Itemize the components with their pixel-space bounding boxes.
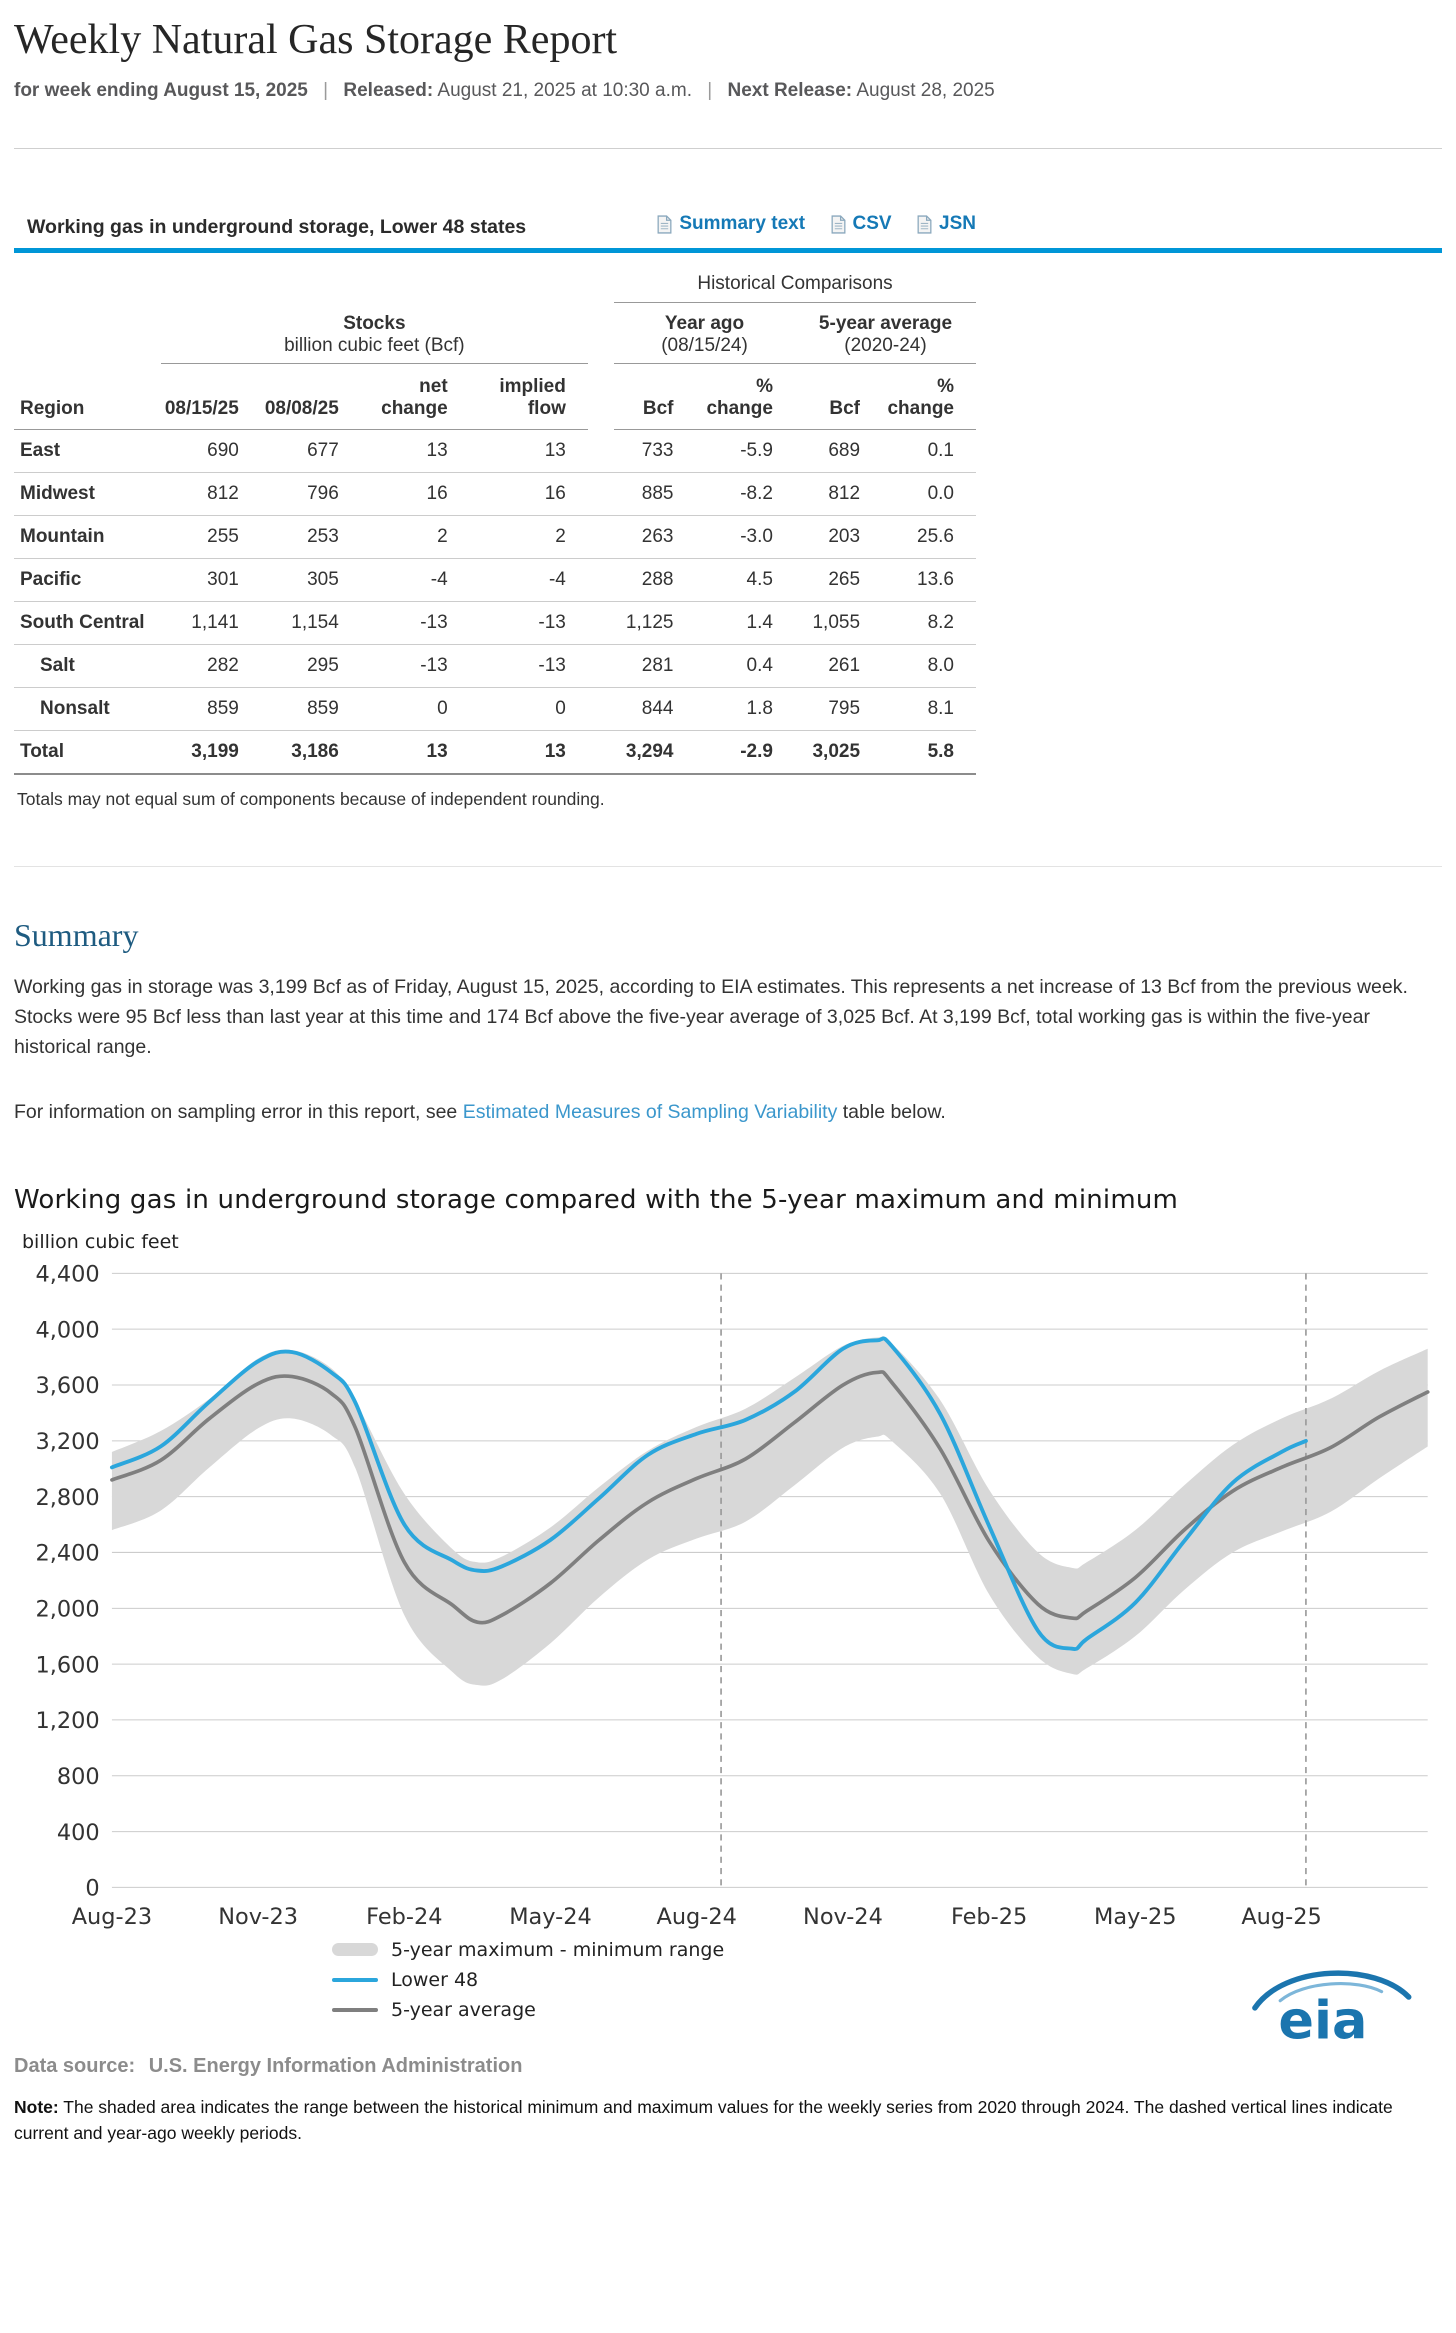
- region-cell: Mountain: [14, 515, 161, 558]
- value-cell: -5.9: [695, 429, 795, 472]
- released-value: August 21, 2025 at 10:30 a.m.: [437, 80, 692, 101]
- table-row: [14, 515, 976, 558]
- value-cell: 690: [161, 429, 261, 472]
- value-cell: 812: [795, 472, 882, 515]
- value-cell: 1.4: [695, 601, 795, 644]
- historical-comparisons-header: Historical Comparisons: [614, 267, 976, 303]
- value-cell: 4.5: [695, 558, 795, 601]
- value-cell: 16: [470, 472, 588, 515]
- value-cell: 0.0: [882, 472, 976, 515]
- logo-text: eia: [1278, 1990, 1368, 2046]
- value-cell: -3.0: [695, 515, 795, 558]
- legend-item-range: [332, 1939, 724, 1961]
- summary-paragraph: Working gas in storage was 3,199 Bcf as of Friday, August 15, 2025, according to EIA estimates. This represents a net increase of 13 Bcf from the previous week. Stocks were 95 Bcf less than last year at this time and 174 Bcf above the five-year average of 3,025 Bcf. At 3,199 Bcf, total working gas is within the five-year historical range.: [14, 975, 1408, 1059]
- column-header: implied flow: [470, 363, 588, 429]
- column-header-region: Region: [14, 363, 161, 429]
- value-cell: 885: [614, 472, 695, 515]
- table-title: Working gas in underground storage, Lower 48 states: [27, 215, 527, 238]
- jsn-link[interactable]: [916, 213, 976, 235]
- value-cell: 301: [161, 558, 261, 601]
- five-year-sublabel: (2020-24): [844, 334, 927, 356]
- value-cell: -13: [361, 601, 470, 644]
- value-cell: 812: [161, 472, 261, 515]
- x-tick-label: Feb-24: [366, 1904, 443, 1931]
- section-divider: [14, 866, 1442, 867]
- value-cell: 13: [470, 730, 588, 774]
- value-cell: 13: [361, 730, 470, 774]
- value-cell: 16: [361, 472, 470, 515]
- sampling-post-text: table below.: [837, 1100, 946, 1123]
- document-icon: [656, 215, 673, 234]
- data-source-label: Data source:: [14, 2054, 136, 2077]
- value-cell: 1,141: [161, 601, 261, 644]
- link-label: CSV: [852, 213, 892, 234]
- value-cell: 305: [261, 558, 361, 601]
- value-cell: 295: [261, 644, 361, 687]
- value-cell: 2: [470, 515, 588, 558]
- page-title: Weekly Natural Gas Storage Report: [14, 17, 618, 63]
- table-row: [14, 730, 976, 774]
- value-cell: -2.9: [695, 730, 795, 774]
- column-header: % change: [695, 363, 795, 429]
- value-cell: 796: [261, 472, 361, 515]
- value-cell: 0.1: [882, 429, 976, 472]
- table-row: [14, 472, 976, 515]
- summary-heading: Summary: [14, 916, 139, 953]
- value-cell: 13.6: [882, 558, 976, 601]
- value-cell: -4: [470, 558, 588, 601]
- legend-label-range: 5-year maximum - minimum range: [391, 1938, 725, 1961]
- chart-note: [14, 2094, 1430, 2147]
- value-cell: 795: [795, 687, 882, 730]
- five-year-label: 5-year average: [818, 312, 953, 334]
- region-cell: Midwest: [14, 472, 161, 515]
- spacer-cell: [588, 644, 614, 687]
- legend-item-lower48: [332, 1969, 724, 1991]
- x-tick-label: Nov-23: [218, 1904, 298, 1931]
- x-tick-label: May-25: [1093, 1904, 1177, 1931]
- storage-line-chart: [14, 1255, 1442, 1938]
- value-cell: 1,125: [614, 601, 695, 644]
- spacer-cell: [588, 558, 614, 601]
- document-icon: [830, 215, 847, 234]
- value-cell: 0: [470, 687, 588, 730]
- separator: |: [323, 80, 329, 101]
- table-row: [14, 644, 976, 687]
- data-source-line: [14, 2055, 1442, 2078]
- value-cell: -4: [361, 558, 470, 601]
- x-tick-label: Aug-23: [71, 1904, 153, 1931]
- column-header: net change: [361, 363, 470, 429]
- value-cell: 2: [361, 515, 470, 558]
- data-source-value: U.S. Energy Information Administration: [148, 2054, 523, 2077]
- value-cell: 13: [470, 429, 588, 472]
- released-label: Released:: [343, 80, 434, 101]
- value-cell: 281: [614, 644, 695, 687]
- table-header-bar: [14, 213, 976, 248]
- y-tick-label: 800: [56, 1763, 100, 1790]
- y-tick-label: 400: [56, 1819, 100, 1846]
- value-cell: 733: [614, 429, 695, 472]
- chart-title: Working gas in underground storage compared with the 5-year maximum and minimum: [14, 1185, 1179, 1216]
- y-tick-label: 2,000: [35, 1596, 100, 1623]
- spacer-cell: [588, 687, 614, 730]
- x-tick-label: Aug-24: [656, 1904, 737, 1931]
- table-row: [14, 687, 976, 730]
- y-tick-label: 4,400: [35, 1261, 100, 1288]
- separator: |: [707, 80, 713, 101]
- value-cell: 203: [795, 515, 882, 558]
- sampling-pre-text: For information on sampling error in this report, see: [14, 1100, 463, 1123]
- y-tick-label: 3,600: [35, 1373, 100, 1400]
- document-icon: [916, 215, 933, 234]
- value-cell: 3,186: [261, 730, 361, 774]
- y-tick-label: 2,400: [35, 1540, 100, 1567]
- spacer-cell: [588, 601, 614, 644]
- link-label: Summary text: [679, 213, 806, 234]
- storage-table: [14, 267, 976, 775]
- stocks-sublabel: billion cubic feet (Bcf): [284, 334, 465, 356]
- column-header: 08/15/25: [161, 363, 261, 429]
- y-tick-label: 1,600: [35, 1652, 100, 1679]
- y-tick-label: 3,200: [35, 1429, 100, 1456]
- value-cell: 0: [361, 687, 470, 730]
- region-cell: East: [14, 429, 161, 472]
- value-cell: 263: [614, 515, 695, 558]
- legend-swatch-lower48: [332, 1978, 378, 1982]
- x-tick-label: May-24: [509, 1904, 592, 1931]
- report-date-line: [14, 80, 1442, 102]
- sampling-paragraph: [14, 1097, 1442, 1127]
- table-accent-rule: [14, 248, 1442, 253]
- value-cell: -13: [470, 644, 588, 687]
- next-release-label: Next Release:: [727, 80, 853, 101]
- value-cell: 8.1: [882, 687, 976, 730]
- region-cell: Pacific: [14, 558, 161, 601]
- table-footnote: Totals may not equal sum of components because of independent rounding.: [17, 788, 605, 809]
- table-row: [14, 601, 976, 644]
- value-cell: 677: [261, 429, 361, 472]
- five-year-group-header: [795, 302, 976, 363]
- value-cell: 253: [261, 515, 361, 558]
- storage-table-section: [14, 213, 1442, 810]
- column-header: % change: [882, 363, 976, 429]
- spacer-cell: [588, 429, 614, 472]
- spacer-cell: [588, 515, 614, 558]
- column-header: Bcf: [795, 363, 882, 429]
- sampling-variability-link[interactable]: Estimated Measures of Sampling Variability: [462, 1100, 838, 1123]
- stocks-label: Stocks: [343, 312, 406, 334]
- download-links: [636, 213, 976, 239]
- spacer-cell: [588, 472, 614, 515]
- next-release-value: August 28, 2025: [856, 80, 995, 101]
- table-row: [14, 429, 976, 472]
- year-ago-group-header: [614, 302, 795, 363]
- value-cell: 8.2: [882, 601, 976, 644]
- y-tick-label: 2,800: [35, 1484, 100, 1511]
- legend-label-avg: 5-year average: [391, 1998, 536, 2021]
- link-label: JSN: [939, 213, 976, 234]
- value-cell: 3,199: [161, 730, 261, 774]
- value-cell: 265: [795, 558, 882, 601]
- value-cell: 844: [614, 687, 695, 730]
- value-cell: 0.4: [695, 644, 795, 687]
- value-cell: -13: [361, 644, 470, 687]
- value-cell: 5.8: [882, 730, 976, 774]
- table-row: [14, 558, 976, 601]
- legend-row: [14, 1938, 1442, 2046]
- value-cell: 859: [161, 687, 261, 730]
- column-header: Bcf: [614, 363, 695, 429]
- value-cell: 261: [795, 644, 882, 687]
- value-cell: 689: [795, 429, 882, 472]
- legend-swatch-range: [332, 1943, 378, 1956]
- legend-label-lower48: Lower 48: [391, 1968, 479, 1991]
- y-tick-label: 0: [85, 1875, 100, 1902]
- storage-chart-section: [14, 1185, 1442, 2046]
- stocks-group-header: [161, 302, 588, 363]
- value-cell: 288: [614, 558, 695, 601]
- value-cell: 1,055: [795, 601, 882, 644]
- note-label: Note:: [14, 2096, 59, 2117]
- x-tick-label: Aug-25: [1241, 1904, 1322, 1931]
- value-cell: -8.2: [695, 472, 795, 515]
- chart-y-axis-label: billion cubic feet: [22, 1231, 179, 1254]
- value-cell: -13: [470, 601, 588, 644]
- x-tick-label: Feb-25: [950, 1904, 1028, 1931]
- region-cell: Total: [14, 730, 161, 774]
- region-cell: Nonsalt: [14, 687, 161, 730]
- legend-swatch-avg: [332, 2008, 378, 2012]
- csv-link[interactable]: [830, 213, 892, 235]
- header-divider: [14, 148, 1442, 149]
- value-cell: 3,025: [795, 730, 882, 774]
- chart-legend: [332, 1939, 724, 2021]
- y-tick-label: 4,000: [35, 1317, 100, 1344]
- eia-logo: [1244, 1959, 1416, 2051]
- region-cell: Salt: [14, 644, 161, 687]
- week-ending-text: for week ending August 15, 2025: [14, 80, 308, 101]
- max-min-range-band: [112, 1336, 1428, 1685]
- value-cell: 8.0: [882, 644, 976, 687]
- column-header: 08/08/25: [261, 363, 361, 429]
- value-cell: 1.8: [695, 687, 795, 730]
- value-cell: 859: [261, 687, 361, 730]
- value-cell: 282: [161, 644, 261, 687]
- value-cell: 1,154: [261, 601, 361, 644]
- y-tick-label: 1,200: [35, 1708, 100, 1735]
- legend-item-avg: [332, 1999, 724, 2021]
- value-cell: 255: [161, 515, 261, 558]
- spacer-cell: [588, 730, 614, 774]
- year-ago-label: Year ago: [664, 312, 745, 334]
- note-text: The shaded area indicates the range between the historical minimum and maximum values for the weekly series from 2020 through 2024. The dashed vertical lines indicate current and year-ago weekly periods.: [14, 2096, 1393, 2143]
- region-cell: South Central: [14, 601, 161, 644]
- value-cell: 25.6: [882, 515, 976, 558]
- value-cell: 3,294: [614, 730, 695, 774]
- year-ago-sublabel: (08/15/24): [661, 334, 748, 356]
- summary-text-link[interactable]: [656, 213, 805, 235]
- value-cell: 13: [361, 429, 470, 472]
- x-tick-label: Nov-24: [803, 1904, 883, 1931]
